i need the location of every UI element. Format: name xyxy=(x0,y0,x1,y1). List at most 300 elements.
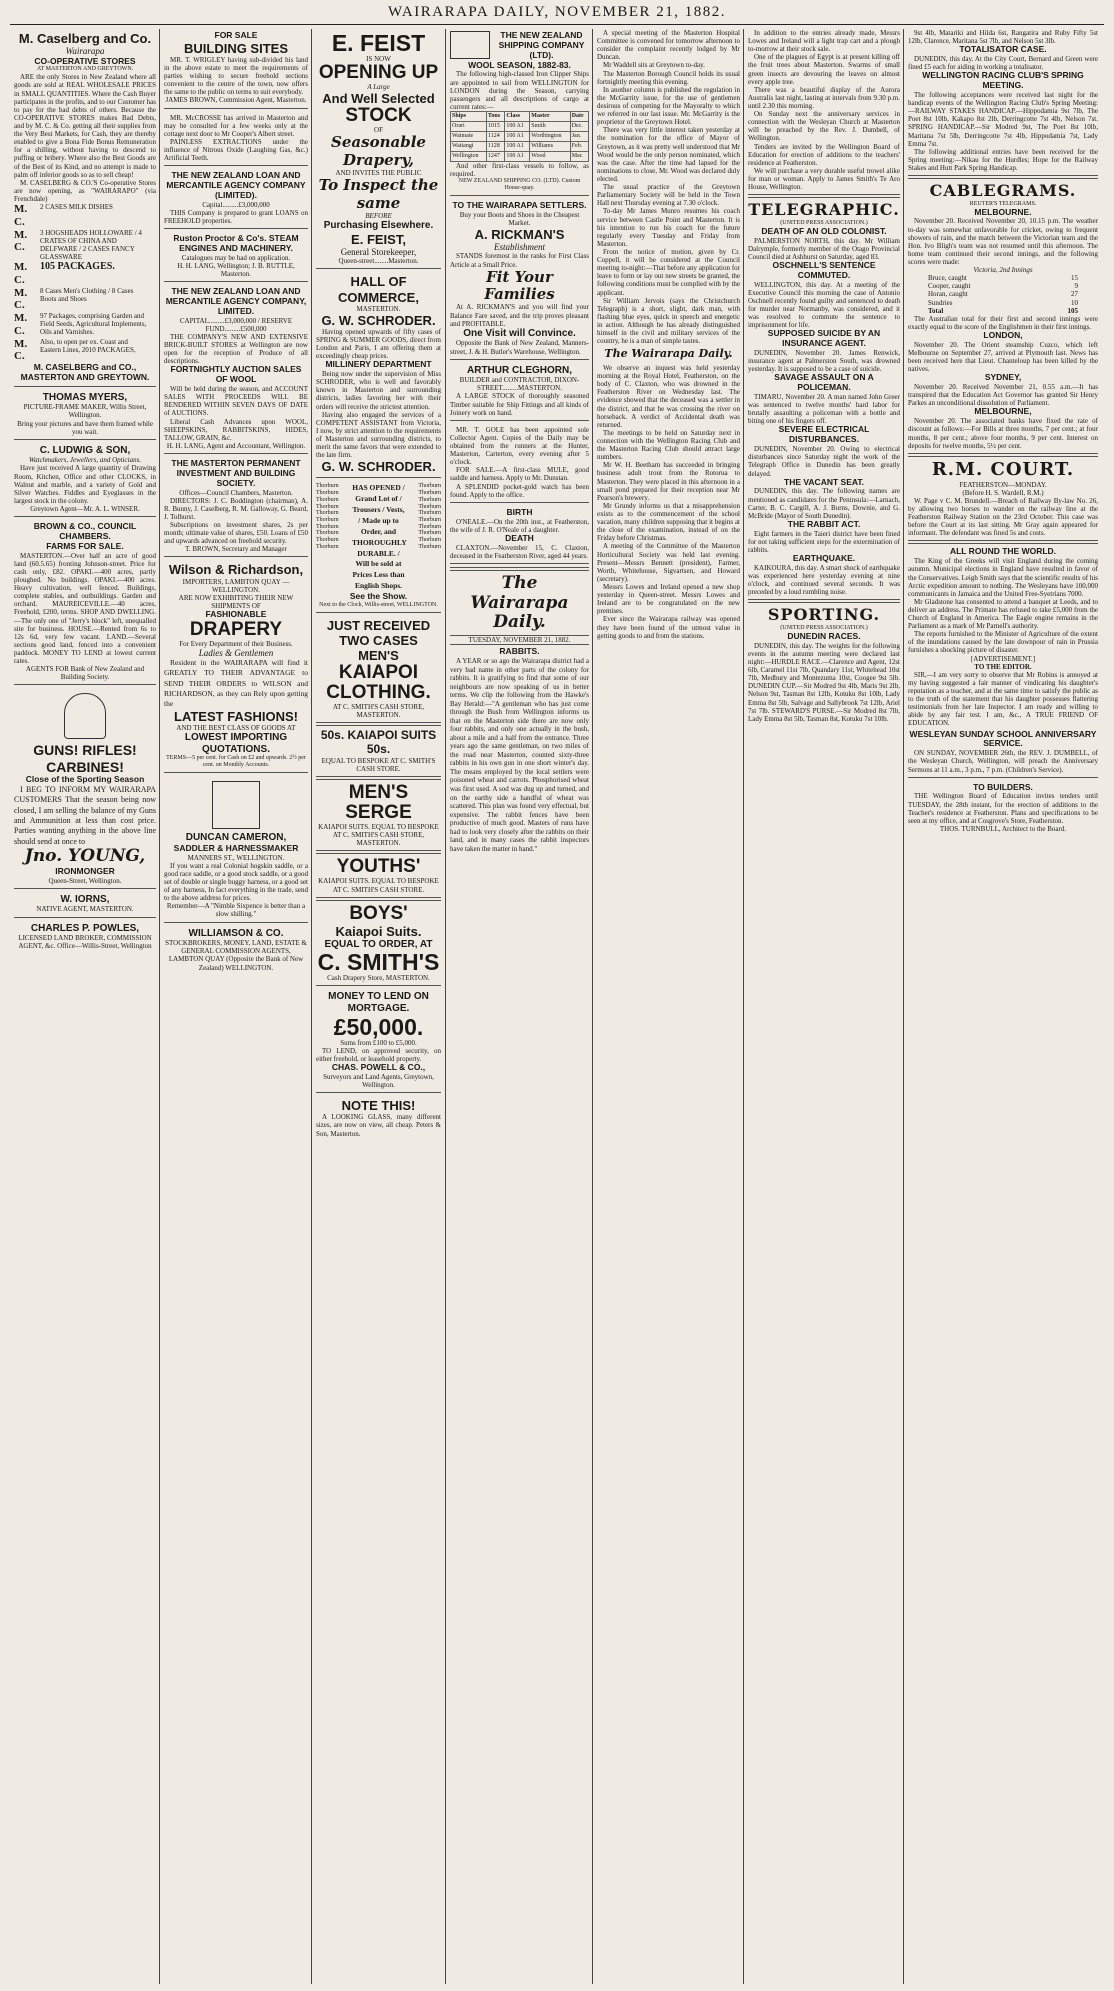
nz-mercantile-ad xyxy=(164,285,308,454)
article-heading: OSCHNELL'S SENTENCE COMMUTED. xyxy=(772,259,876,280)
article-body: DUNEDIN, November 20. Owing to electrical disturbances since Saturday night the work of the Telegraph Office in Dunedin has been greatly delayed. xyxy=(748,445,900,478)
table-cell: Smith xyxy=(530,121,570,131)
score-runs: 27 xyxy=(1071,290,1078,299)
ad-line: Remember—A "Nimble Sixpence is better than a slow shilling." xyxy=(166,902,306,919)
section-heading: TELEGRAPHIC. xyxy=(748,200,900,220)
table-header: Ships xyxy=(451,111,487,121)
caselberg-ad xyxy=(14,29,156,387)
ad-address: Queen-street........Masterton. xyxy=(338,257,419,266)
news-paragraph: From the notice of motion, given by Cr. Coppell, it will be considered at the Council meeting to-night:—That before any application for leave to form or lay out new streets be granted, the following conditions must be complied with by the applicant. xyxy=(597,247,740,297)
score-row xyxy=(928,274,1078,282)
article-body: The following additional entries have been received for the Spring meeting:—Nikau for the Hurdles; Hope for the Railway Stakes and Hutt Park Spring Handicap. xyxy=(908,147,1098,172)
table-cell: Waitangi xyxy=(451,141,487,151)
ad-sign: JAMES BROWN, Commission Agent, Masterton. xyxy=(165,96,307,105)
notice-heading: DEATH xyxy=(505,532,534,543)
article-heading: DEATH OF AN OLD COLONIST. xyxy=(761,225,887,236)
ad-body: At A. RICKMAN'S and you will find your Balance Fare saved, and the trip proves pleasant and PROFITABLE. xyxy=(450,303,589,328)
news-paragraph: Ever since the Wairarapa railway was opened they have been found of the utmost value in getting goods to and from the stations. xyxy=(597,615,740,640)
ad-sign: G. W. SCHRODER. xyxy=(321,459,436,475)
article-heading: MELBOURNE, xyxy=(974,406,1032,417)
ad-line: Surveyors and Land Agents, Greytown, Wellington. xyxy=(323,1073,434,1090)
mc-label: M. C. xyxy=(14,228,28,254)
table-cell: 1247 xyxy=(486,151,504,161)
ad-body: PAINLESS EXTRACTIONS under the influence of Nitrous Oxide (Laughing Gas, &c.) Artificial Teeth. xyxy=(164,137,308,163)
double-rule xyxy=(316,850,441,854)
ad-agent: H. H. LANG, Wellington; J. B. RUTTLE, Masterton. xyxy=(177,261,295,279)
ad-body: THE Wellington Board of Education invites tenders until TUESDAY, the 28th instant, for the erection of additions to the Teacher's residence at Featherston. Plans and specifications to be seen at my office, and at Cosgrove's Store, Featherston. xyxy=(908,792,1098,825)
ad-body: M. CASELBERG & CO.'S Co-operative Stores are now opening, as "WAIRARAPO" (via Frenchdale) xyxy=(14,178,156,203)
ad-heading: CO-OPERATIVE STORES xyxy=(34,55,136,66)
news-paragraph: On Sunday next the anniversary services in connection with the Wesleyan Church at Masterton will be preached by the Rev. J. Dumbell, of Wellington. xyxy=(748,110,900,143)
article-heading: THE RABBIT ACT. xyxy=(787,518,861,529)
ad-line: BEFORE xyxy=(365,212,392,221)
advertisement-tag: [ADVERTISEMENT.] xyxy=(970,654,1036,663)
ad-line: A Large xyxy=(367,83,390,92)
ad-title: GUNS! RIFLES! CARBINES! xyxy=(33,742,137,775)
score-name: Sundries xyxy=(928,298,953,307)
border-word: Thorburn xyxy=(316,537,339,544)
builders-ad xyxy=(908,781,1098,836)
ad-body: Having also engaged the services of a COMPETENT ASSISTANT from Victoria, I now, by strict attention to the requirements of Masterton and surrounding districts, to merit the same favors that were extended to the late firm. xyxy=(316,410,441,460)
ad-body: Opposite the Bank of New Zealand, Manners-street, J. & H. Butler's Warehouse, Wellington. xyxy=(450,339,589,356)
mc-item xyxy=(14,261,156,287)
ad-title: C. LUDWIG & SON, xyxy=(39,444,131,456)
table-cell: Mar. xyxy=(570,151,588,161)
ad-title: G. W. SCHRODER. xyxy=(321,312,436,328)
ad-body: A LARGE STOCK of thoroughly seasoned Timber suitable for Ship Fittings and all kinds of Joinery work on hand. xyxy=(450,392,589,417)
ad-line: For Every Department of their Business. xyxy=(179,639,293,648)
building-society-ad xyxy=(164,457,308,557)
ad-trade: IRONMONGER xyxy=(55,865,115,876)
article-body: November 20. The associated banks have fixed the rate of discount as follows:—For Bills at three months, 7 per cent.; at four months, 8 per cent.; above four months, 9 per cent. Interest on deposits for twelve months, 5½ per cent. xyxy=(908,417,1098,450)
masthead: WAIRARAPA DAILY, NOVEMBER 21, 1882. xyxy=(387,4,727,20)
table-header: Class xyxy=(505,111,530,121)
article-body: W. Page v C. M. Brundell.—Breach of Railway By-law No. 26, by allowing two horses to wander on the railway line at the Featherston Railway Station on the 23rd October. This case was before the Court at its last sitting. Mr Gray again appeared for informant. The defendant was fined 5s and costs. xyxy=(908,496,1098,538)
ad-sign: T. BROWN, Secretary and Manager xyxy=(185,545,287,554)
ad-body: MR. McCROSSE has arrived in Masterton and may be consulted for a few weeks only at the cottage next door to Mr Cooper's Albert street. xyxy=(164,113,308,138)
ad-title: MONEY TO LEND ON MORTGAGE. xyxy=(328,991,429,1015)
ad-title: Ruston Proctor & Co's. STEAM ENGINES AND MACHINERY. xyxy=(173,233,299,254)
article-heading: ALL ROUND THE WORLD. xyxy=(949,546,1057,557)
news-paragraph: Mr W. H. Beetham has succeeded in bringing business adult trout from the Rotorua to Masterton. They were placed in this afternoon in a small pond prepared for their reception near Mr Pearson's brewery. xyxy=(597,461,740,502)
saddle-illustration-icon xyxy=(212,781,260,829)
ad-title: WILLIAMSON & CO. xyxy=(188,927,284,939)
table-header: Date xyxy=(570,111,588,121)
ad-heading: TO THE WAIRARAPA SETTLERS. xyxy=(452,199,587,210)
article-body: DUNEDIN, this day. At the City Court, Bernard and Green were fined £5 each for aiding in working a totalisator. xyxy=(908,55,1098,72)
double-rule xyxy=(908,540,1098,544)
section-sub: REUTER'S TELEGRAMS. xyxy=(969,200,1037,207)
table-cell: Waimate xyxy=(451,131,487,141)
article-heading: DUNEDIN RACES. xyxy=(787,630,861,641)
table-cell: Wood xyxy=(530,151,570,161)
section-heading: R.M. COURT. xyxy=(931,458,1075,480)
ad-body: Having opened upwards of fifty cases of SPRING & SUMMER GOODS, direct from London and Paris, I am offering them at exceedingly cheap prices. xyxy=(316,327,441,361)
ad-heading: FORTNIGHTLY AUCTION SALES OF WOOL xyxy=(170,364,302,385)
ad-headline: TWO CASES xyxy=(339,632,418,648)
news-paragraph: We observe an inquest was held yesterday morning at the Royal Hotel, Featherston, on the body of C. Claxton, who was drowned in the Featherston River on Wednesday last. The evidence showed that the deceased was a settler in the district, and that he was crossing the river on horseback. A verdict of Accidental death was returned. xyxy=(597,364,740,429)
ad-body: Being now under the supervision of Miss SCHRODER, who is well and favorably known in Masterton and surrounding districts, ladies favoring her with their orders will receive the strictest attention. xyxy=(316,370,441,411)
column-2 xyxy=(164,29,308,1984)
ad-agent: Greytown Agent—Mr. A. L. WINSER. xyxy=(30,505,140,514)
border-word: Thorburn xyxy=(418,510,441,517)
mc-text: 2 CASES MILK DISHES xyxy=(40,203,113,212)
ad-title: Wilson & Richardson, xyxy=(168,562,304,578)
table-cell: Feb. xyxy=(570,141,588,151)
ad-heading: FOR SALE xyxy=(214,30,258,40)
table-cell: 1015 xyxy=(486,121,504,131)
border-word: Thorburn xyxy=(418,483,441,490)
nz-loan-ad xyxy=(164,169,308,229)
ad-body: A LOOKING GLASS, many different sizes, are now on view, all cheap. Peters & Son, Masterton. xyxy=(316,1113,441,1138)
score-row xyxy=(928,290,1078,298)
cameron-ad xyxy=(164,776,308,922)
ad-footer: M. CASELBERG and CO., MASTERTON AND GREYTOWN. xyxy=(20,362,150,382)
mc-label: M. C. xyxy=(14,203,28,228)
ad-line: KAIAPOI SUITS. EQUAL TO BESPOKE AT C. SMITH'S CASH STORE, MASTERTON. xyxy=(318,823,439,848)
ad-title: BROWN & CO., COUNCIL CHAMBERS. xyxy=(33,521,137,541)
article-body: SIR,—I am very sorry to observe that Mr Robins is annoyed at my having suggested a fair manner of vindicating his daughter's reputation as a teacher, and at the same time to satisfy the public as to the truth of the statement that his daughter possesses flattering testimonials from her late Inspector. I am ready and willing to abide by any fair test. I am, &c., A TRUE FRIEND OF EDUCATION. xyxy=(908,670,1098,728)
ad-headline: YOUTHS' xyxy=(336,856,421,878)
article-body: PALMERSTON NORTH, this day. Mr William Dalrymple, formerly member of the Otago Provincial Council died at Ashhurst on Saturday, aged 83. xyxy=(748,236,900,261)
ad-body: Bring your pictures and have them framed while you wait. xyxy=(17,419,153,436)
article-heading: SUPPOSED SUICIDE BY AN INSURANCE AGENT. xyxy=(767,328,881,349)
ad-body: ARE the only Stores in New Zealand where all goods are sold at REAL WHOLESALE PRICES in SMALL QUANTITIES. Where the Cash Buyer participates in the profits, and to our Customer has to pay for the bad debts of others. Because the CO-OPERATIVE STORES makes Bad Debts, and by M. C. & Co. getting all their supplies from the Very Best Markets, for Cash, they are thereby enabled to give a Bona Fide Bonus Remuneration for a shilling, without having to descend to puffing or bribery. Where also the Best Goods are of the Best of its Kind, and no attempt is made to palm off inferior goods so as to sell cheap! xyxy=(14,73,156,179)
border-word: Thorburn xyxy=(418,537,441,544)
article-body: DUNEDIN, this day. The following names are mentioned as candidates for the Peninsula:—Larnach, Carter, B. C. Cargill, A. J. Burns, Downie, and G. McBride (Mayor of South Dunedin). xyxy=(748,487,900,520)
news-paragraph: The usual practice of the Greytown Parliamentary Society will be held in the Town Hall next Thursday evening at 7.30 o'clock. xyxy=(597,183,740,208)
mc-text: 97 Packages, comprising Garden and Field Seeds, Agricultural Implements, Oils and Varnishes. xyxy=(40,312,147,337)
score-row xyxy=(928,282,1078,290)
ad-line: OF xyxy=(374,126,383,135)
ad-address: Queen-Street, Wellington. xyxy=(48,876,122,885)
ad-headline: DRAPERY xyxy=(189,618,283,640)
mc-item xyxy=(14,287,156,313)
mc-label: M. C. xyxy=(14,337,28,363)
border-word: Thorburn xyxy=(316,503,339,510)
ad-title: THE NEW ZEALAND SHIPPING COMPANY (LTD). xyxy=(498,30,585,60)
ad-subtitle: NATIVE AGENT, MASTERTON. xyxy=(36,905,134,914)
article-heading: TOTALISATOR CASE. xyxy=(959,44,1047,55)
article-body: November 20. Received November 21, 0.55 a.m.—It has transpired that the Education Act Governor has granted Sir Henry Parkes an unconditional dissolution of Parliament. xyxy=(908,383,1098,408)
ad-sign: NEW ZEALAND SHIPPING CO. (LTD). Custom House-quay. xyxy=(458,177,581,191)
table-cell: 1128 xyxy=(486,141,504,151)
ad-line: See the Show. xyxy=(349,591,408,602)
border-word: Thorburn xyxy=(418,490,441,497)
news-paragraph: One of the plagues of Egypt is at present killing off the fruit trees about Masterton. Swarms of small green insects are devouring the leaves on almost every apple tree. xyxy=(748,53,900,86)
news-paragraph: Tenders are invited by the Wellington Board of Education for erection of additions to the teachers' residence at Featherston. xyxy=(748,142,900,167)
double-rule xyxy=(316,722,441,726)
column-3 xyxy=(316,29,441,1984)
ad-line: Sums from £100 to £5,000. xyxy=(340,1038,417,1047)
double-rule xyxy=(450,567,589,571)
column-rule xyxy=(159,29,160,1984)
border-word: Thorburn xyxy=(316,496,339,503)
ad-name: Jno. YOUNG, xyxy=(24,846,146,867)
article-body: DUNEDIN, this day. The weights for the following events in the autumn meeting were declared last night:—HURDLE RACE.—Clarence and Agent, 12st 6lb, Caramel 11st 7lb, Quandary 11st, Whitehead 10st 7lb, Medbury and Montezuma 10st, Coogee 9st 5lb. DUNEDIN CUP.—Sir Modred 9st 4lb, Maris 9st 2lb, Nelson 9st, Tasman 8st 12lb, Kotuku 8st 10lb, Lady Emma 8st 5lb, Salvage and Sallybrook 7st 12lb, Ariel 7st 7lb. STEWARD'S PURSE.—Sir Modred 8st 7lb, Lady Emma 8st 5lb, Tasman 8st, Kotuku 7st 10lb. xyxy=(748,641,900,723)
border-word: Thorburn xyxy=(418,496,441,503)
table-header: Tons xyxy=(486,111,504,121)
dentist-ad xyxy=(164,112,308,167)
border-word: Thorburn xyxy=(418,516,441,523)
thorburn-ad xyxy=(316,481,441,613)
article-body: 9st 4lb, Matariki and Hilda 6st, Rangatira and Ruby Fifty 5st 12lb, Clarence, Maritana 5st 7lb, and Nelson 5st 3lb. xyxy=(908,29,1098,46)
ad-body: THIS Company is prepared to grant LOANS on FREEHOLD properties. xyxy=(164,208,308,226)
table-header: Master xyxy=(530,111,570,121)
ad-sign: E. FEIST, xyxy=(351,231,406,247)
notice: A SPLENDID pocket-gold watch has been found. Apply to the office. xyxy=(450,482,589,499)
article-body: The King of the Greeks will visit England during the coming autumn. Municipal elections in England have resulted in favor of the Conservatives. Leigh Smith says that the scientific results of his Arctic expedition amount to nothing. The Wesleyans have 100,000 communicants in Jamaica and the United Free-Syetrians 7000. xyxy=(908,557,1098,598)
williamson-ad xyxy=(164,926,308,975)
double-rule xyxy=(908,175,1098,179)
ships-table xyxy=(450,111,589,162)
ad-subtitle: Watchmakers, Jewellers, and Opticians. xyxy=(28,456,142,465)
ad-terms: TERMS—5 per cent. for Cash on £2 and upwards. 2½ per cent. on Monthly Accounts. xyxy=(166,755,306,769)
score-runs: 10 xyxy=(1071,298,1078,307)
news-paragraph: A special meeting of the Masterton Hospital Committee is convened for tomorrow afternoon to consider the complaint recently lodged by Mr Duncan. xyxy=(597,29,740,62)
score-name: Bruce, caught xyxy=(928,274,967,283)
ad-headline: STOCK xyxy=(345,105,412,127)
powles-ad xyxy=(14,921,156,954)
article-heading: MELBOURNE. xyxy=(974,206,1032,217)
thorburn-body: HAS OPENED / Grand Lot of / Trousers / Vests, / Made up to Order, and THOROUGHLY DURABLE. / Will be sold at Prices Less than English Shops. xyxy=(352,483,407,591)
ad-body: Liberal Cash Advances upon WOOL, SHEEPSKINS, RABBITSKINS, HIDES, TALLOW, GRAIN, &c. xyxy=(164,417,308,442)
border-word: Thorburn xyxy=(316,530,339,537)
small-notices xyxy=(450,424,589,503)
ad-subtitle: Catalogues may be had on application. xyxy=(181,253,291,262)
mc-text: Also, to open per ex. Coast and Eastern Lines, 2010 PACKAGES, xyxy=(40,337,136,354)
ad-title: DUNCAN CAMERON, xyxy=(185,832,287,844)
news-paragraph: Mr Waddell sits at Greytown to-day. xyxy=(603,61,705,70)
score-name: Horan, caught xyxy=(928,290,968,299)
ad-title: NOTE THIS! xyxy=(341,1098,416,1114)
ad-body: If you want a real Colonial hogskin saddle, or a good race saddle, or a good stock saddle, or a good set of double or single buggy harness, or a good set of any harness, In fact everything in the trade, send to the above address for prices. xyxy=(164,861,308,903)
ad-body: The following high-classed Iron Clipper Ships are appointed to sail from WELLINGTON for LONDON during the Season, carrying passengers and all descriptions of cargo at current rates:— xyxy=(450,70,589,111)
article-body: The reports furnished to the Minister of Agriculture of the extent of the inundations caused by the late downpour of rain in Prussia furnishes a shocking picture of disaster. xyxy=(908,630,1098,655)
ad-title: THOMAS MYERS, xyxy=(42,391,128,403)
border-word: Thorburn xyxy=(316,490,339,497)
score-row xyxy=(928,307,1078,315)
double-rule xyxy=(908,453,1098,457)
ad-subtitle: SADDLER & HARNESSMAKER xyxy=(173,842,299,853)
ad-capital: CAPITAL.........£3,000,000 / RESERVE FUND.........£500,000 xyxy=(179,316,293,333)
ad-body: MASTERTON.—Over half an acre of good land (60.5.65) fronting Johnson-street. Price for cash only, £82. OPAKI.—400 acres, partly ploughed. No buildings. OPAKI.—400 acres. Heavy cultivation, well fenced. Buildings, complete stables, and outbuildings. Garden and orchard. MAUREICEVILLE.—40 acres, Freehold, £200, terms. SHOP AND DWELLING.—The only one of "Jerry's block" left, unequalled site for business. HOUSE.—Rented from 6s to 12s 6d, very few vacant. LAND.—Several sections good land, fenced into a convenient paddock. MONEY TO LEND at lowest current rates. xyxy=(14,551,156,666)
column-rule xyxy=(445,29,446,1984)
notice: MR. T. GOLE has been appointed sole Collector Agent. Copies of the Daily may be obtained from the runners at the Hunter, Masterton, Carterton, every evening after 5 o'clock. xyxy=(450,425,589,467)
column-rule xyxy=(903,29,904,1984)
smith-ad xyxy=(316,616,441,987)
score-table xyxy=(928,274,1078,315)
ad-line: KAIAPOI SUITS. EQUAL TO BESPOKE AT C. SMITH'S CASH STORE. xyxy=(318,877,439,894)
ad-body: THE COMPANY'S NEW AND EXTENSIVE BRICK-BUILT STORES at Wellington are now open for the reception of Produce of all descriptions. xyxy=(164,333,308,366)
double-rule xyxy=(748,599,900,603)
ad-amount: £50,000. xyxy=(333,1013,424,1040)
masthead-rule xyxy=(10,24,1104,25)
border-word: Thorburn xyxy=(418,543,441,550)
section-sub: (UNITED PRESS ASSOCIATION.) xyxy=(780,219,868,226)
column-6 xyxy=(748,29,900,1984)
ad-headline: To Inspect the same xyxy=(318,176,439,212)
column-5 xyxy=(597,29,740,1984)
border-word: Thorburn xyxy=(316,543,339,550)
article-body: TIMARU, November 20. A man named John Greer was sentenced to twelve months' hard labor for brutally assaulting a policeman with a bottle and biting one of his fingers off. xyxy=(748,393,900,426)
ad-heading: FARMS FOR SALE. xyxy=(46,540,124,551)
news-paragraph: Sir William Jervois (says the Christchurch Telegraph) is a short, slight, dark man, with flashing blue eyes, quick in speech and energetic in action. Although he has already distinguished himself in the civil and military services of the country, he is a man of simple tastes. xyxy=(597,296,740,346)
article-body: Mr Gladstone has consented to attend a banquet at Leeds, and to deliver an address. The Primate has refused to take £5,000 from the Church of England in America. The Eagle engine remains in the Parliament as a mark of Mr Parnell's authority. xyxy=(908,597,1098,631)
mc-item xyxy=(14,229,156,261)
article-body: The following acceptances were received last night for the handicap events of the Wellington Racing Club's Spring Meeting:—RAILWAY STAKES HANDICAP.—Hippodamia 9st 7lb, The Poet 8st 10lb, Kakapo 8st 2lb, Derringcotte 7st 4lb, Nelson 7st. SPRING HANDICAP.—Sir Modred 9st, The Poet 8st 10lb, Maritana 7st 5lb, Derringcotte 7st 4lb, Hippodamia 7st, Lady Emma 7st. xyxy=(908,91,1098,148)
ad-subtitle: Close of the Sporting Season xyxy=(25,773,145,784)
cleghorn-ad xyxy=(450,363,589,421)
score-row xyxy=(928,299,1078,307)
ad-body: Resident in the WAIRARAPA will find it GREATLY TO THEIR ADVANTAGE to SEND THEIR ORDERS to WILSON and RICHARDSON, as they can Rely upon getting the xyxy=(164,658,308,708)
ad-headline: LATEST FASHIONS! xyxy=(174,708,298,724)
mc-label: M. C. xyxy=(14,312,28,337)
article-body: The Australian total for their first and second innings were exactly equal to the score of the Englishmen in their first innings. xyxy=(908,314,1098,331)
column-4 xyxy=(450,29,589,1984)
article-body: November 20. The Orient steamship Cuzco, which left Melbourne on September 27, arrived at Plymouth last. News has been received here that Lieut. Chanteloup has been killed by the natives. xyxy=(908,340,1098,374)
border-word: Thorburn xyxy=(316,510,339,517)
table-cell: Wellington xyxy=(451,151,487,161)
ad-agents: AGENTS FOR Bank of New Zealand and Building Society. xyxy=(25,665,145,682)
ad-line: AT C. SMITH'S CASH STORE, MASTERTON. xyxy=(332,703,425,720)
border-word: Thorburn xyxy=(418,503,441,510)
ad-sign: H. H. LANG, Agent and Accountant, Wellington. xyxy=(166,441,306,450)
ad-line: And Well Selected xyxy=(322,91,435,107)
ad-subtitle: Wairarapa xyxy=(65,46,105,57)
ad-title: CHARLES P. POWLES, xyxy=(30,922,140,934)
article-heading: WELLINGTON RACING CLUB'S SPRING MEETING. xyxy=(922,70,1084,91)
paper-dateline: TUESDAY, NOVEMBER 21, 1882. xyxy=(450,635,589,645)
brown-ad xyxy=(14,520,156,685)
table-cell: Williams xyxy=(530,141,570,151)
ad-title: HALL OF COMMERCE, xyxy=(338,274,419,305)
score-runs: 105 xyxy=(1067,306,1078,315)
news-paragraph: We will purchase a very durable useful trowel alike for man or woman. Apply to James Smith's Te Aro House, Wellington. xyxy=(748,166,900,192)
mc-text: 8 Cases Men's Clothing / 8 Cases Boots and Shoes xyxy=(40,286,134,303)
double-rule xyxy=(316,776,441,780)
thorburn-left-border xyxy=(316,483,350,550)
column-7 xyxy=(908,29,1098,1984)
news-paragraph: There was very little interest taken yesterday at the nomination for the office of Mayor of Greytown, as it was pretty well understood that Mr Wood would be the only person nominated, which was the case. After the time had lapsed for the nominations to close, Mr. Wood was declared duly elected. xyxy=(597,126,740,183)
ad-title: A. RICKMAN'S xyxy=(474,226,565,242)
ad-line: Buy your Boots and Shoes in the Cheapest Market. xyxy=(459,210,580,227)
section-sub: (UNITED PRESS ASSOCIATION.) xyxy=(780,624,868,631)
column-rule xyxy=(311,29,312,1984)
ad-subtitle: WOOL SEASON, 1882-83. xyxy=(468,59,571,70)
double-rule xyxy=(316,897,441,901)
score-runs: 15 xyxy=(1071,274,1078,283)
news-paragraph: Messrs Lowes and Ireland opened a new shop yesterday in Queen-street. Messrs Lowes and Ireland are to be congratulated on the new premises. xyxy=(597,582,740,616)
news-paragraph: In another column is published the regulation in the McGarrity issue, for the use of gentlemen desirous of competing for the Mayoralty to which we referred in our last issue. Mr. McGarrity is the proprietor of the Greytown Hotel. xyxy=(597,85,740,127)
table-cell: 100 A1 xyxy=(505,121,530,131)
notice: O'NEALE.—On the 20th inst., at Featherston, the wife of J. R. O'Neale of a daughter. xyxy=(450,517,589,534)
birth-death-notices xyxy=(450,506,589,564)
ruston-ad xyxy=(164,232,308,282)
mc-item xyxy=(14,203,156,229)
ad-headline: OPENING UP xyxy=(318,62,439,84)
ad-line: EQUAL TO BESPOKE AT C. SMITH'S CASH STORE. xyxy=(321,757,436,774)
ad-body: MR. T. WRIGLEY having sub-divided his land in the above estate to meet the requirements of parties wishing to secure freehold sections convenient to the centre of the town, now offers the same to the public on terms to suit everybody. xyxy=(164,55,308,97)
news-paragraph: To-day Mr James Munro resumes his coach service between Castle Point and Masterton. It is his intention to run his coach for the future regularly every Tuesday and Friday from Masterton. xyxy=(597,207,740,248)
table-row xyxy=(451,131,589,141)
border-word: Thorburn xyxy=(316,523,339,530)
border-word: Thorburn xyxy=(418,523,441,530)
notice: FOR SALE.—A first-class MULE, good saddle and harness. Apply to Mr. Dunstan. xyxy=(450,466,589,483)
ad-line: General Storekeeper, xyxy=(340,246,417,257)
table-cell: 1124 xyxy=(486,131,504,141)
ad-title: W. IORNS, xyxy=(60,893,110,905)
ad-subtitle: BUILDER and CONTRACTOR, DIXON-STREET.........MASTERTON. xyxy=(459,376,580,393)
news-paragraph: The Masterton Borough Council holds its usual fortnightly meeting this evening. xyxy=(597,69,740,86)
mc-text: 105 PACKAGES. xyxy=(40,261,115,273)
column-rule xyxy=(592,29,593,1984)
padlock-illustration-icon xyxy=(64,693,106,739)
news-paragraph: Mr Grundy informs us that a misapprehension exists as to the commencement of the school vacation, many children supposing that it begins at the close of the examination, instead of on the Friday before Christmas. xyxy=(597,501,740,543)
ad-offices: Offices—Council Chambers, Masterton. xyxy=(179,488,293,497)
news-paragraph: There was a beautiful display of the Aurora Australis last night, lasting at intervals from 9.30 p.m. until 2.30 this morning. xyxy=(748,85,900,110)
ad-title: E. FEIST xyxy=(331,30,426,56)
mc-label: M. C. xyxy=(14,286,28,312)
news-paragraph: The meetings to be held on Saturday next in connection with the Wellington Racing Club and the Masterton Racing Club should attract large numbers. xyxy=(597,428,740,462)
article-heading: EARTHQUAKE. xyxy=(792,553,856,564)
article-heading: THE VACANT SEAT. xyxy=(784,476,864,487)
ad-address: MANNERS ST., WELLINGTON. xyxy=(187,853,285,862)
ad-headline: MEN'S SERGE xyxy=(345,782,412,824)
mc-item xyxy=(14,338,156,364)
section-sub: FEATHERSTON—MONDAY. xyxy=(959,480,1047,489)
column-1 xyxy=(14,29,156,1984)
ad-subtitle: PICTURE-FRAME MAKER, Willis Street, Wellington. xyxy=(23,403,147,420)
ad-headline: 50s. KAIAPOI SUITS 50s. xyxy=(320,728,437,757)
ad-headline: C. SMITH'S xyxy=(317,949,440,976)
ad-headline: One Visit will Convince. xyxy=(463,327,576,339)
ad-title: M. Caselberg and Co. xyxy=(18,31,152,46)
table-header-row xyxy=(451,111,589,121)
ad-body: TO LEND, on approved security, on either freehold, or leasehold property. xyxy=(316,1046,441,1064)
news-paragraph: A meeting of the Committee of the Masterton Horticultural Society was held last evening. Present—Messrs Bennett (president), Farmer, Worth, Whitehouse, Sigvartsen, and Howard (secretary). xyxy=(597,542,740,583)
border-word: Thorburn xyxy=(316,516,339,523)
ad-line: Kaiapoi Suits. xyxy=(335,923,422,939)
section-heading: SPORTING. xyxy=(767,605,881,625)
ad-line: AND THE BEST CLASS OF GOODS AT xyxy=(176,724,296,733)
article-heading: TO THE EDITOR. xyxy=(974,662,1032,671)
ad-subtitle: IMPORTERS, LAMBTON QUAY — WELLINGTON. xyxy=(182,577,290,594)
double-rule xyxy=(748,194,900,198)
ad-place: AT MASTERTON AND GREYTOWN. xyxy=(36,66,134,73)
mc-label: M. C. xyxy=(14,261,28,286)
ad-body: ON SUNDAY, NOVEMBER 26th, the REV. J. DUMBELL, of the Wesleyan Church, Wellington, will preach the Anniversary Sermons at 11 a.m., 3 p.m., 7 p.m. (Children's Service). xyxy=(908,749,1098,774)
ad-line: Ladies & Gentlemen xyxy=(198,647,274,658)
article-body: Eight farmers in the Taieri district have been fined for not taking sufficient steps for the extermination of rabbits. xyxy=(748,529,900,554)
table-cell: Jan. xyxy=(570,131,588,141)
score-runs: 9 xyxy=(1074,282,1078,291)
feist-ad xyxy=(316,29,441,269)
table-cell: Orari xyxy=(451,121,487,131)
table-cell: 100 A1 xyxy=(505,131,530,141)
ad-title: THE MASTERTON PERMANENT INVESTMENT AND BUILDING SOCIETY. xyxy=(171,458,301,488)
shipping-ad xyxy=(450,29,589,196)
article-heading: SAVAGE ASSAULT ON A POLICEMAN. xyxy=(774,372,874,393)
ad-line: AND INVITES THE PUBLIC xyxy=(335,169,422,178)
ad-headline: BOYS' xyxy=(349,902,408,924)
article-body: KAIKOURA, this day. A smart shock of earthquake was experienced here yesterday evening at nine o'clock, and continued several seconds. It was preceded by a loud rumbling noise. xyxy=(748,563,900,597)
ad-title: WESLEYAN SUNDAY SCHOOL ANNIVERSARY SERVICE. xyxy=(909,728,1097,749)
ad-headline: MEN'S xyxy=(358,648,399,664)
mc-text: 3 HOGSHEADS HOLLOWARE / 4 CRATES OF CHINA AND DELFWARE / 2 CASES FANCY GLASSWARE xyxy=(40,228,142,261)
ad-body: I BEG TO INFORM MY WAIRARAPA CUSTOMERS That the season being now closed, I am selling the balance of my Guns and Ammunition at less than cost price. Parties wanting anything in the above line should send at once to xyxy=(14,784,156,846)
ad-body: Have just received A large quantity of Drawing Room, Kitchen, Office and other CLOCKS, in Walnut and marble, and a variety of Gold and Silver Watches. Fiddles and Eyeglasses in the largest stock in the colony. xyxy=(14,464,156,505)
